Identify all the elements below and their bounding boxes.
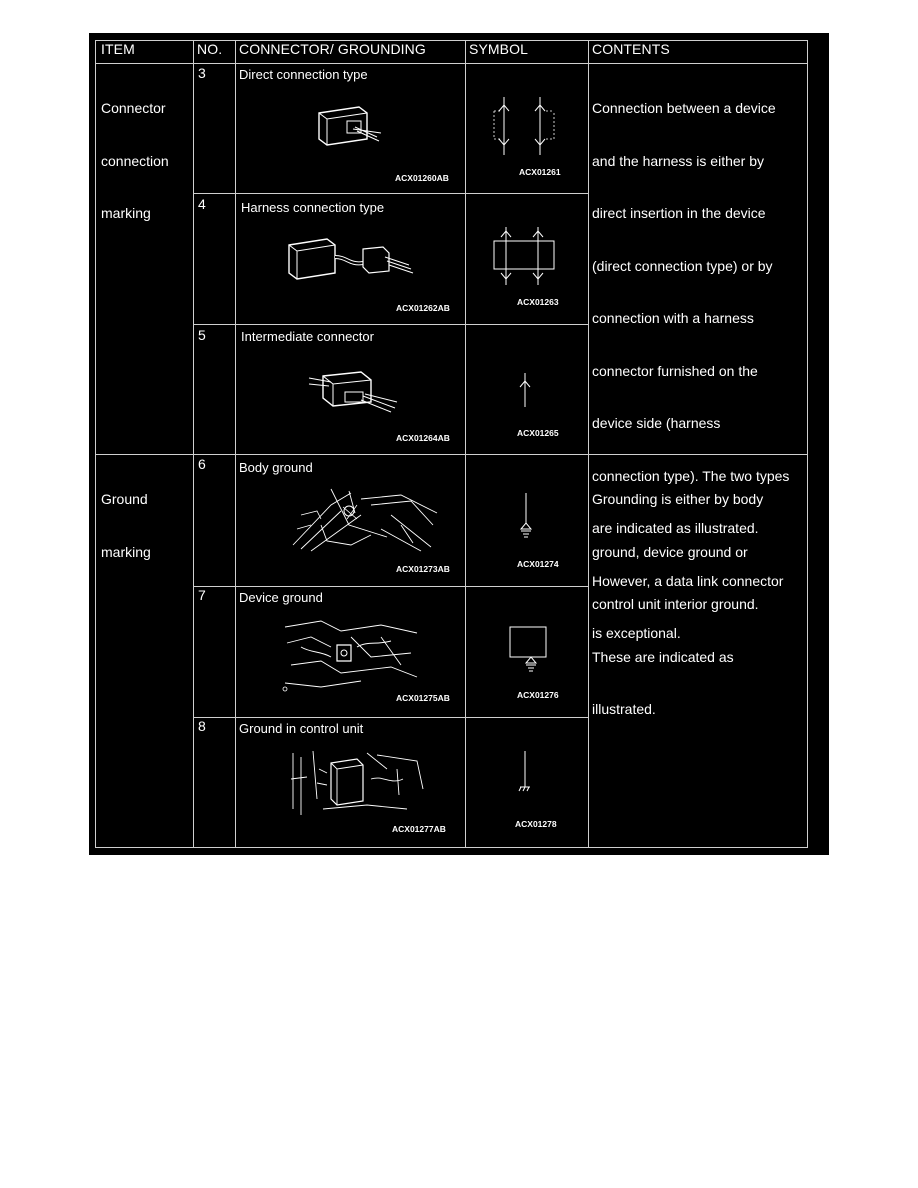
- symbol-code: ACX01276: [517, 690, 559, 700]
- header-bottom-rule: [95, 63, 807, 64]
- contents-line: and the harness is either by: [592, 152, 764, 169]
- symbol-code: ACX01261: [519, 167, 561, 177]
- row-caption: Intermediate connector: [241, 329, 374, 344]
- contents-line: is exceptional.: [592, 625, 681, 641]
- row-caption: Harness connection type: [241, 200, 385, 215]
- item-line: marking: [101, 543, 151, 560]
- contents-line: ground, device ground or: [592, 543, 748, 560]
- contents-line: direct insertion in the device: [592, 205, 766, 221]
- contents-line: device side (harness: [592, 415, 721, 431]
- illustration-code: ACX01260AB: [395, 173, 449, 183]
- contents-line: connector furnished on the: [592, 362, 758, 379]
- device-ground-illustration: [281, 617, 421, 693]
- header-symbol: SYMBOL: [469, 41, 528, 57]
- row-number: 7: [198, 587, 206, 603]
- row-caption: Body ground: [239, 460, 313, 475]
- symbol-code: ACX01263: [517, 297, 559, 307]
- direct-connector-illustration: [315, 103, 395, 153]
- contents-line: Grounding is either by body: [592, 491, 764, 507]
- row-number: 3: [198, 65, 206, 81]
- illustration-code: ACX01262AB: [396, 303, 450, 313]
- direct-connection-symbol-icon: [494, 95, 554, 157]
- contents-line: However, a data link connector: [592, 572, 784, 589]
- illustration-code: ACX01275AB: [396, 693, 450, 703]
- item-label: [101, 65, 169, 258]
- contents-line: (direct connection type) or by: [592, 257, 773, 274]
- contents-line: These are indicated as: [592, 648, 734, 665]
- contents-line: are indicated as illustrated.: [592, 520, 759, 536]
- symbol-code: ACX01274: [517, 559, 559, 569]
- item-line: connection: [101, 152, 169, 169]
- row-number: 4: [198, 196, 206, 212]
- control-unit-ground-illustration: [287, 749, 427, 819]
- row-divider: [193, 586, 589, 587]
- header-connector-grounding: CONNECTOR/ GROUNDING: [239, 41, 426, 57]
- intermediate-connector-symbol-icon: [519, 373, 531, 407]
- column-rule: [193, 40, 194, 848]
- table-left-rule: [95, 40, 96, 848]
- symbol-code: ACX01265: [517, 428, 559, 438]
- table-bottom-rule: [95, 847, 807, 848]
- header-contents: CONTENTS: [592, 41, 670, 57]
- row-number: 5: [198, 327, 206, 343]
- contents-line: connection with a harness: [592, 310, 754, 326]
- illustration-code: ACX01277AB: [392, 824, 446, 834]
- contents-line: Connection between a device: [592, 100, 776, 116]
- intermediate-connector-illustration: [309, 368, 399, 418]
- device-ground-symbol-icon: [508, 627, 548, 673]
- row-number: 8: [198, 718, 206, 734]
- body-ground-illustration: [291, 485, 439, 555]
- column-rule: [465, 40, 466, 848]
- table-right-rule: [807, 40, 808, 848]
- row-number: 6: [198, 456, 206, 472]
- header-item: ITEM: [101, 41, 135, 57]
- row-caption: Device ground: [239, 590, 323, 605]
- row-divider: [193, 193, 589, 194]
- row-caption: Direct connection type: [239, 67, 368, 82]
- item-line: Ground: [101, 491, 148, 507]
- contents-line: connection type). The two types: [592, 467, 790, 484]
- symbol-code: ACX01278: [515, 819, 557, 829]
- row-divider: [193, 324, 589, 325]
- harness-connector-illustration: [287, 233, 417, 285]
- column-rule: [235, 40, 236, 848]
- contents-line: illustrated.: [592, 701, 656, 717]
- column-rule: [588, 40, 589, 848]
- item-line: Connector: [101, 100, 166, 116]
- control-unit-ground-symbol-icon: [519, 751, 531, 793]
- harness-connection-symbol-icon: [494, 225, 554, 287]
- wiring-legend-table: [89, 33, 829, 855]
- header-no: NO.: [197, 41, 223, 57]
- contents-text: [592, 456, 763, 754]
- row-caption: Ground in control unit: [239, 721, 364, 736]
- illustration-code: ACX01273AB: [396, 564, 450, 574]
- body-ground-symbol-icon: [519, 493, 533, 539]
- illustration-code: ACX01264AB: [396, 433, 450, 443]
- row-divider: [193, 717, 589, 718]
- item-label: [101, 456, 151, 596]
- item-line: marking: [101, 205, 151, 221]
- contents-line: control unit interior ground.: [592, 596, 759, 612]
